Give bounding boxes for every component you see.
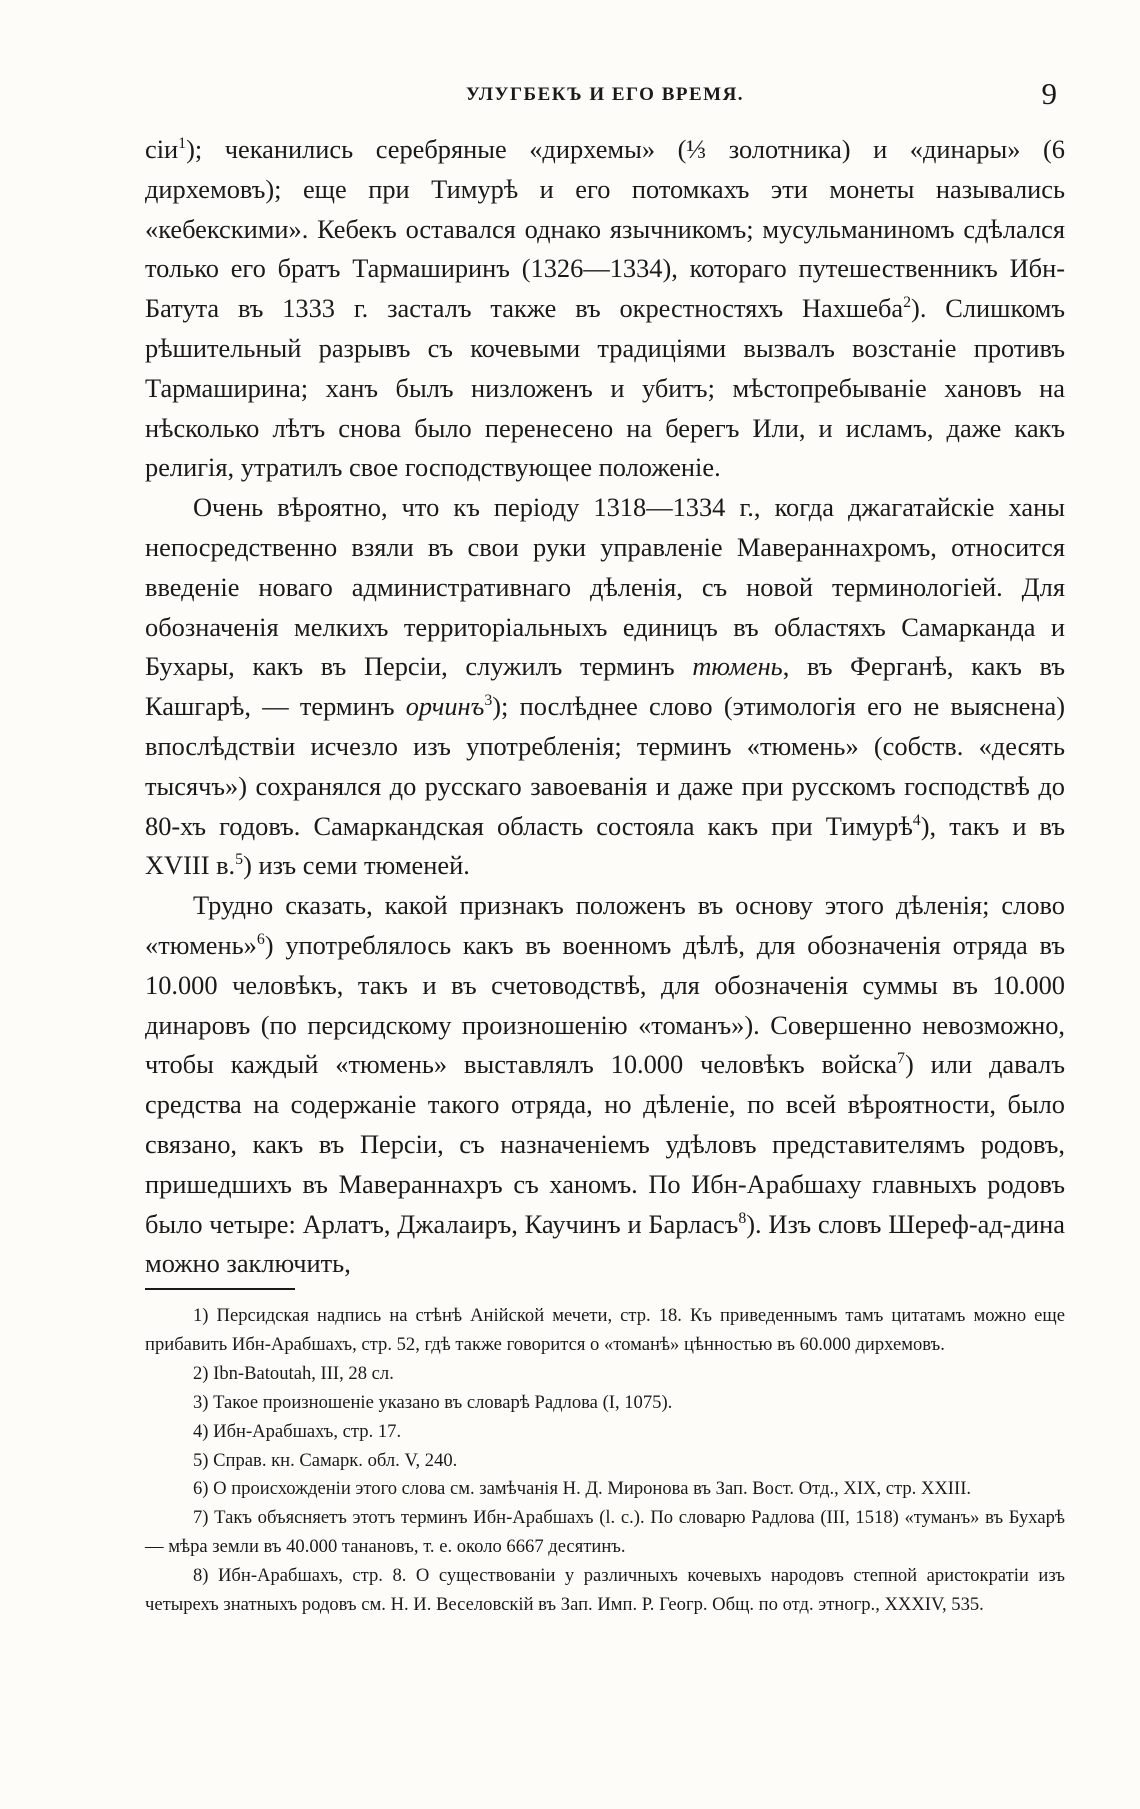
page-number: 9 bbox=[1041, 76, 1057, 111]
footnote-ref[interactable]: 4 bbox=[912, 811, 921, 829]
footnote-ref[interactable]: 2 bbox=[903, 294, 912, 312]
footnote-ref[interactable]: 3 bbox=[484, 692, 493, 710]
italic-term: тюмень bbox=[692, 651, 783, 682]
body-text bbox=[145, 130, 1065, 1284]
footnote-ref[interactable]: 5 bbox=[235, 851, 244, 869]
footnote: 2) Ibn-Batoutah, III, 28 сл. bbox=[193, 1362, 394, 1384]
footnote-ref[interactable]: 7 bbox=[897, 1050, 905, 1068]
footnote-ref[interactable]: 6 bbox=[256, 931, 265, 949]
paragraph: сіи$^1$); чеканились серебряные «дирхемы» (⅓ золотника) и «динары» (6 дирхемовъ); еще при Тимурѣ и его потомкахъ эти монеты назывались «кебекскими». Кебекъ оставался однако язычникомъ; мусульманиномъ сдѣлался только его братъ Тармаширинъ (1326—1334), котораго путешественникъ Ибн-Батута въ 1333 г. засталъ также въ окрестностяхъ Нахшеба$^2$). Слишкомъ рѣшительный разрывъ съ кочевыми традиціями вызвалъ возстаніе противъ Тармаширина; ханъ былъ низложенъ и убитъ; мѣстопребываніе хановъ на нѣсколько лѣтъ снова было перенесено на берегъ Или, и исламъ, даже какъ религія, утратилъ свое господствующее положеніе. bbox=[145, 134, 1065, 483]
footnote: 5) Справ. кн. Самарк. обл. V, 240. bbox=[193, 1449, 458, 1471]
footnote: 7) Такъ объясняетъ этотъ терминъ Ибн-Арабшахъ (l. с.). По словарю Радлова (III, 1518) «туманъ» въ Бухарѣ — мѣра земли въ 40.000 танановъ, т. е. около 6667 десятинъ. bbox=[145, 1507, 1065, 1558]
footnote: 3) Такое произношеніе указано въ словарѣ Радлова (I, 1075). bbox=[193, 1391, 673, 1413]
footnote: 8) Ибн-Арабшахъ, стр. 8. О существованіи у различныхъ кочевыхъ народовъ степной аристократіи изъ четырехъ знатныхъ родовъ см. Н. И. Веселовскій въ Зап. Имп. Р. Геогр. Общ. по отд. этногр., XXXIV, 535. bbox=[145, 1565, 1065, 1616]
footnote: 6) О происхожденіи этого слова см. замѣчанія Н. Д. Миронова въ Зап. Вост. Отд., XIX, стр. XXIII. bbox=[193, 1478, 972, 1500]
footnote-divider bbox=[145, 1288, 295, 1290]
footnote-ref[interactable]: 1 bbox=[178, 135, 187, 153]
footnote: 4) Ибн-Арабшахъ, стр. 17. bbox=[193, 1420, 402, 1442]
running-head bbox=[145, 76, 1065, 110]
footnotes bbox=[145, 1302, 1065, 1620]
footnote-ref[interactable]: 8 bbox=[738, 1209, 747, 1227]
italic-term: орчинъ bbox=[405, 691, 485, 722]
footnote: 1) Персидская надпись на стѣнѣ Анійской мечети, стр. 18. Къ приведеннымъ тамъ цитатамъ можно еще прибавить Ибн-Арабшахъ, стр. 52, гдѣ также говорится о «томанѣ» цѣнностью въ 60.000 дирхемовъ. bbox=[145, 1305, 1065, 1355]
running-title: УЛУГБЕКЪ И ЕГО ВРЕМЯ. bbox=[465, 84, 745, 105]
paragraph: Трудно сказать, какой признакъ положенъ въ основу этого дѣленія; слово «тюмень»$^6$) употреблялось какъ въ военномъ дѣлѣ, для обозначенія отряда въ 10.000 человѣкъ, такъ и въ счетоводствѣ, для обозначенія суммы въ 10.000 динаровъ (по персидскому произношенію «томанъ»). Совершенно невозможно, чтобы каждый «тюмень» выставлялъ 10.000 человѣкъ войска$^7$) или давалъ средства на содержаніе такого отряда, но дѣленіе, по всей вѣроятности, было связано, какъ въ Персіи, съ назначеніемъ удѣловъ представителямъ родовъ, пришедшихъ въ Мавераннахръ съ ханомъ. По Ибн-Арабшаху главныхъ родовъ было четыре: Арлатъ, Джалаиръ, Каучинъ и Барласъ$^8$). Изъ словъ Шереф-ад-дина можно заключить, bbox=[145, 890, 1065, 1279]
paragraph: Очень вѣроятно, что къ періоду 1318—1334 г., когда джагатайскіе ханы непосредственно взяли въ свои руки управленіе Мавераннахромъ, относится введеніе новаго административнаго дѣленія, съ новой терминологіей. Для обозначенія мелкихъ территоріальныхъ единицъ въ областяхъ Самарканда и Бухары, какъ въ Персіи, служилъ терминъ тюмень, въ Ферганѣ, какъ въ Кашгарѣ, — терминъ орчинъ$^3$); послѣднее слово (этимологія его не выяснена) впослѣдствіи исчезло изъ употребленія; терминъ «тюмень» (собств. «десять тысячъ») сохранялся до русскаго завоеванія и даже при русскомъ господствѣ до 80-хъ годовъ. Самаркандская область состояла какъ при Тимурѣ$^4$), такъ и въ XVIII в.$^5$) изъ семи тюменей. bbox=[145, 492, 1066, 881]
